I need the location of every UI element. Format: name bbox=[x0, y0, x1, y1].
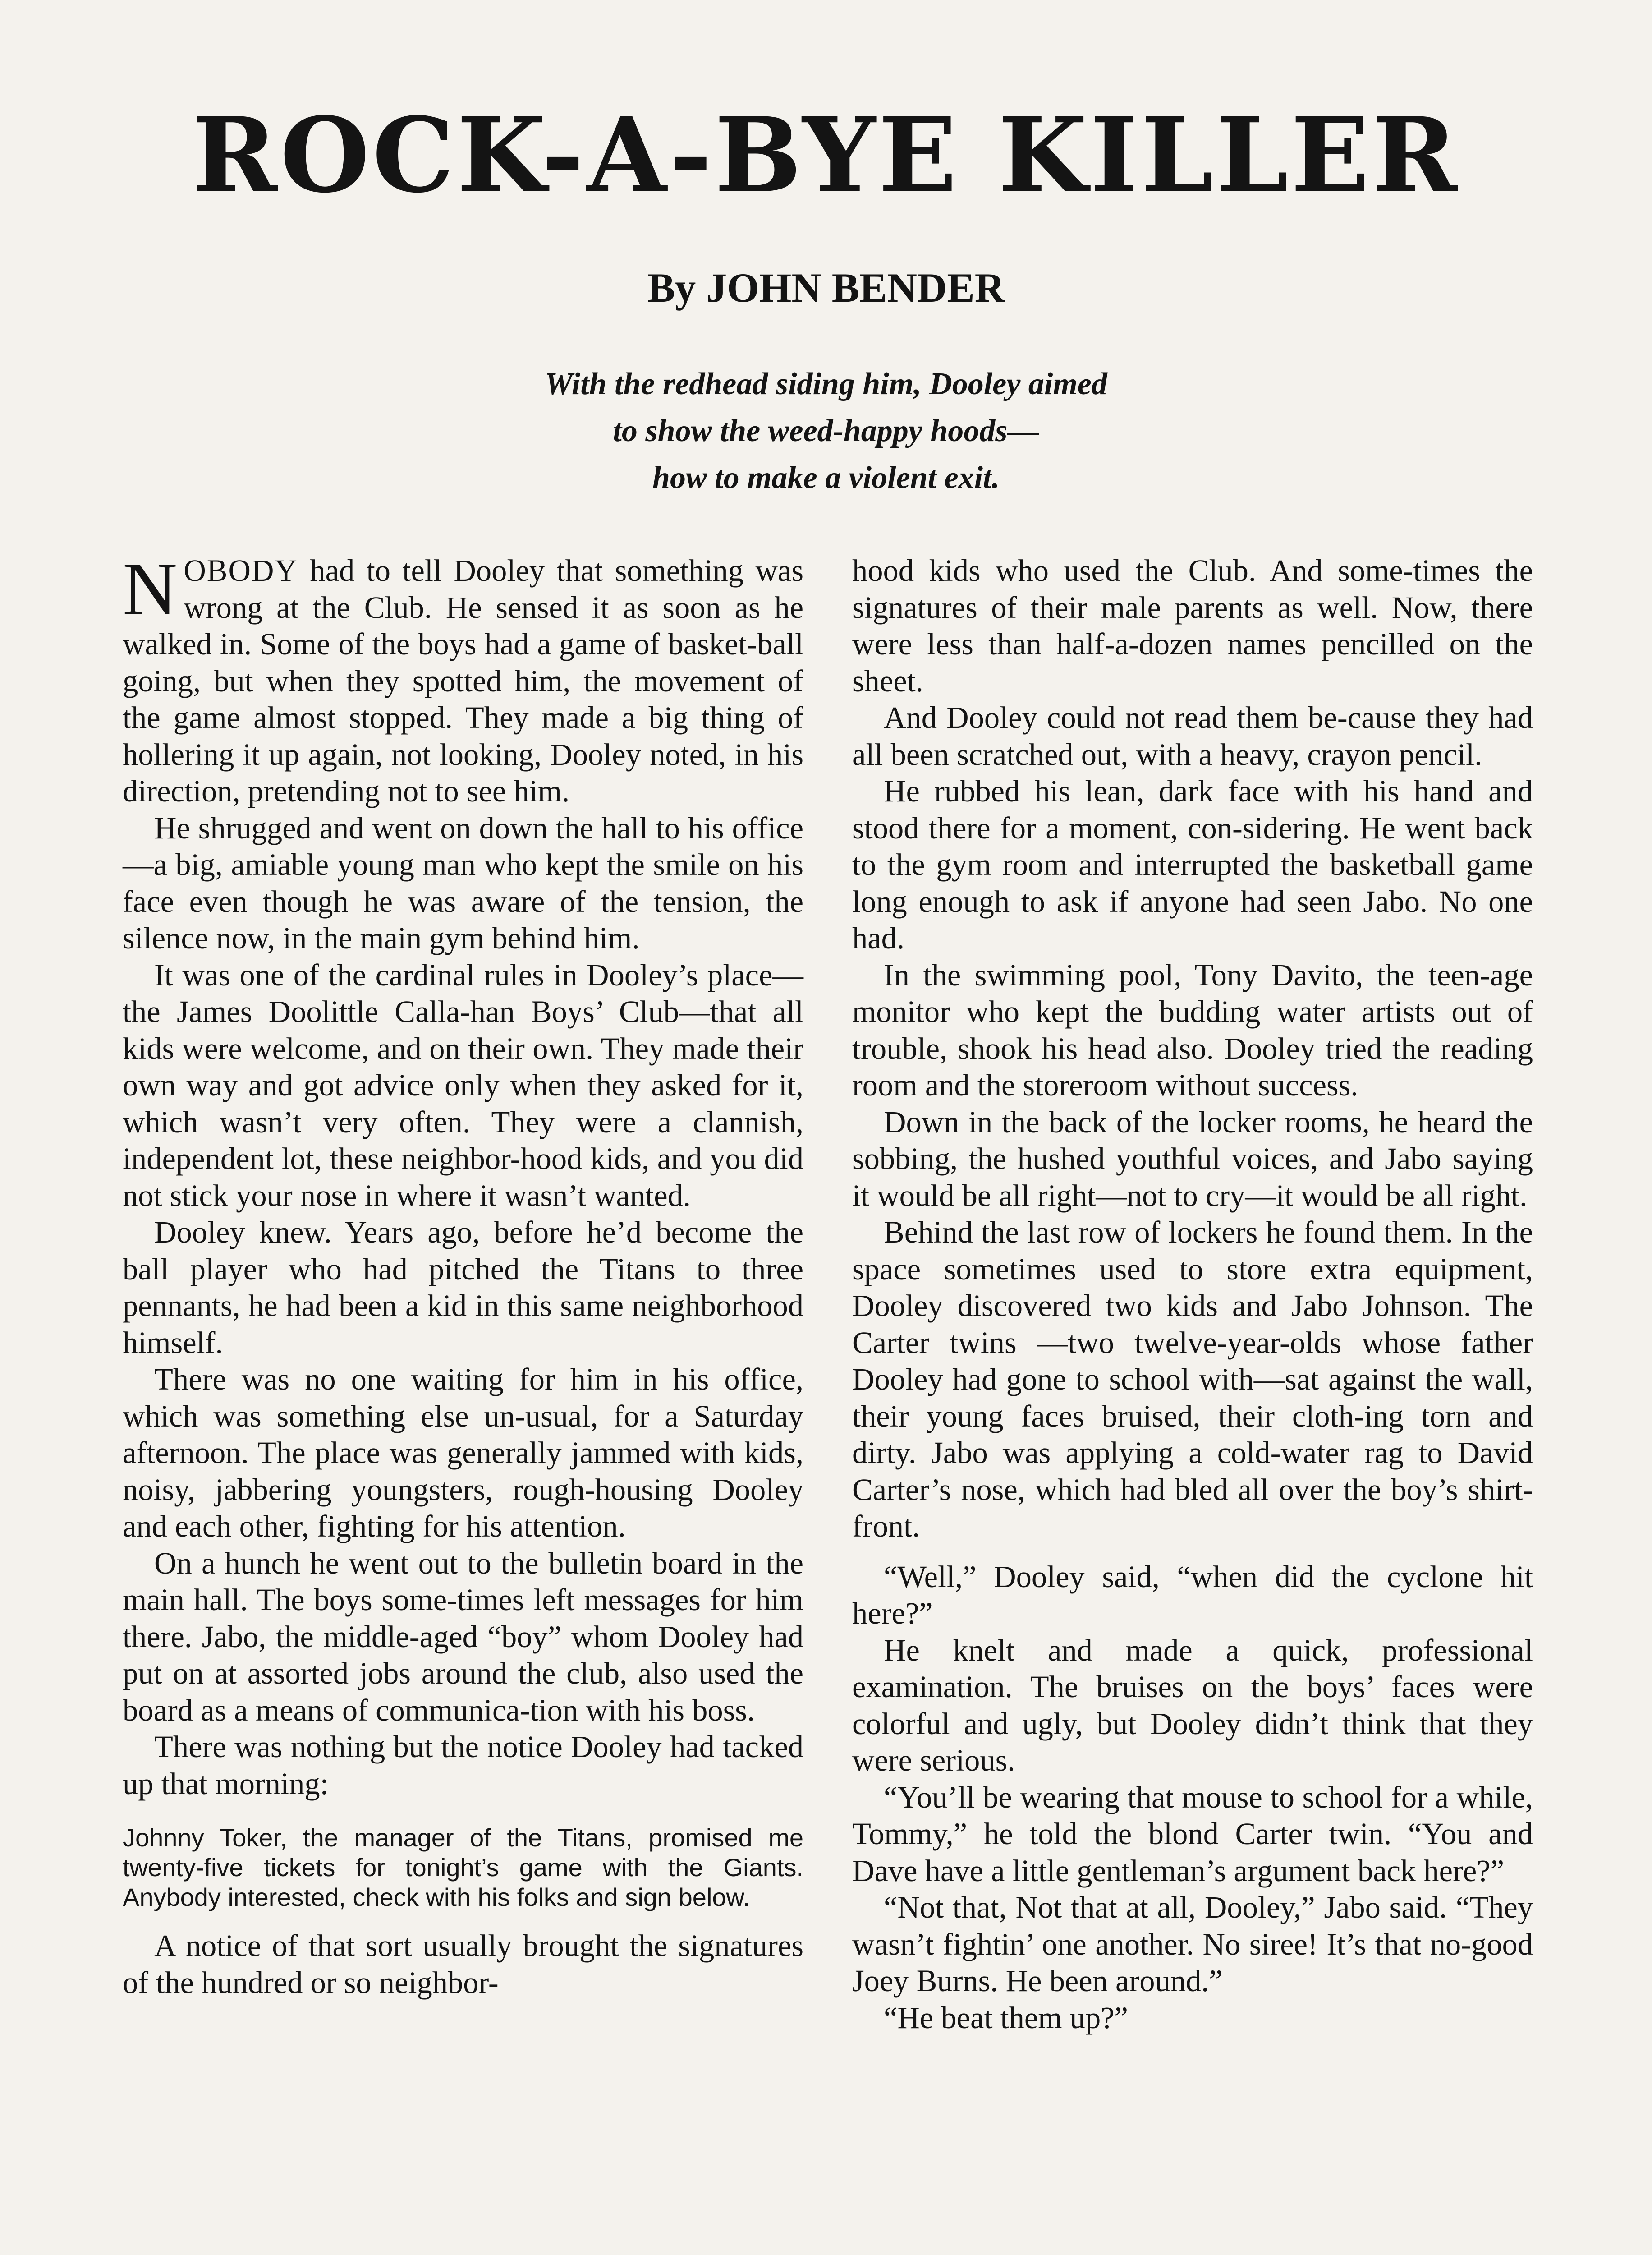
opening-word: OBODY bbox=[184, 553, 298, 588]
paragraph: “You’ll be wearing that mouse to school for a while, Tommy,” he told the blond Carter twin. “You and Dave have a little gentleman’s argument back here?” bbox=[852, 1780, 1533, 1888]
paragraph: “Well,” Dooley said, “when did the cyclone hit here?” bbox=[852, 1559, 1533, 1630]
paragraph-text: had to tell Dooley that something was wrong at the Club. He sensed it as soon as he walked in. Some of the boys had a game of basket-ball going, but when they spotted him, the movement of the game almost stopped. They made a big thing of hollering it up again, not looking, Dooley noted, in his direction, pretending not to see him. bbox=[123, 553, 803, 808]
paragraph: In the swimming pool, Tony Davito, the teen-age monitor who kept the budding water artists out of trouble, shook his head also. Dooley tried the reading room and the storeroom without success. bbox=[852, 957, 1533, 1102]
byline: By JOHN BENDER bbox=[647, 265, 1005, 311]
paragraph: “He beat them up?” bbox=[884, 2000, 1129, 2035]
paragraph: “Not that, Not that at all, Dooley,” Jabo said. “They wasn’t fightin’ one another. No siree! It’s that no-good Joey Burns. He been around.” bbox=[852, 1890, 1533, 1998]
paragraph: Dooley knew. Years ago, before he’d become the ball player who had pitched the Titans to three pennants, he had been a kid in this same neighborhood himself. bbox=[123, 1215, 803, 1360]
article-title: ROCK-A-BYE KILLER bbox=[192, 95, 1460, 216]
blurb-line: to show the weed-happy hoods— bbox=[613, 414, 1039, 448]
paragraph: A notice of that sort usually brought the signatures of the hundred or so neighbor- bbox=[123, 1928, 803, 2000]
paragraph: There was nothing but the notice Dooley had tacked up that morning: bbox=[123, 1730, 803, 1801]
paragraph: It was one of the cardinal rules in Dooley’s place—the James Doolittle Calla-han Boys’ Club—that all kids were welcome, and on their own. They made their own way and got advice only when they asked for it, which wasn’t very often. They were a clannish, independent lot, these neighbor-hood kids, and you did not stick your nose in where it wasn’t wanted. bbox=[123, 957, 803, 1213]
paragraph: He knelt and made a quick, professional examination. The bruises on the boys’ faces were colorful and ugly, but Dooley didn’t think that they were serious. bbox=[852, 1633, 1533, 1777]
paragraph: He rubbed his lean, dark face with his hand and stood there for a moment, con-sidering. He went back to the gym room and interrupted the basketball game long enough to ask if anyone had seen Jabo. No one had. bbox=[852, 774, 1533, 955]
paragraph: He shrugged and went on down the hall to his office—a big, amiable young man who kept the smile on his face even though he was aware of the tension, the silence now, in the main gym behind him. bbox=[123, 810, 803, 955]
blurb bbox=[0, 361, 1652, 502]
blurb-line: With the redhead siding him, Dooley aimed bbox=[545, 367, 1107, 401]
paragraph: Behind the last row of lockers he found them. In the space sometimes used to store extra equipment, Dooley discovered two kids and Jabo Johnson. The Carter twins —two twelve-year-olds whose father Dooley had gone to school with—sat against the wall, their young faces bruised, their cloth-ing torn and dirty. Jabo was applying a cold-water rag to David Carter’s nose, which had bled all over the boy’s shirt-front. bbox=[852, 1215, 1533, 1543]
drop-cap: N bbox=[123, 547, 178, 631]
paragraph: There was no one waiting for him in his office, which was something else un-usual, for a Saturday afternoon. The place was generally jammed with kids, noisy, jabbering youngsters, rough-housing Dooley and each other, fighting for his attention. bbox=[123, 1362, 803, 1543]
right-column bbox=[852, 552, 1533, 2036]
bulletin-notice: Johnny Toker, the manager of the Titans, promised me twenty-five tickets for tonight’s game with the Giants. Anybody interested, check with his folks and sign below. bbox=[123, 1823, 803, 1911]
paragraph: Down in the back of the locker rooms, he heard the sobbing, the hushed youthful voices, and Jabo saying it would be all right—not to cry—it would be all right. bbox=[852, 1104, 1533, 1213]
paragraph: And Dooley could not read them be-cause they had all been scratched out, with a heavy, crayon pencil. bbox=[852, 700, 1533, 772]
paragraph: hood kids who used the Club. And some-times the signatures of their male parents as well. Now, there were less than half-a-dozen names pencilled on the sheet. bbox=[852, 553, 1533, 698]
paragraph: On a hunch he went out to the bulletin board in the main hall. The boys some-times left messages for him there. Jabo, the middle-aged “boy” whom Dooley had put on at assorted jobs around the club, also used the board as a means of communica-tion with his boss. bbox=[123, 1546, 803, 1727]
paragraph bbox=[123, 547, 803, 810]
blurb-line: how to make a violent exit. bbox=[652, 460, 1000, 495]
left-column bbox=[123, 547, 803, 2001]
